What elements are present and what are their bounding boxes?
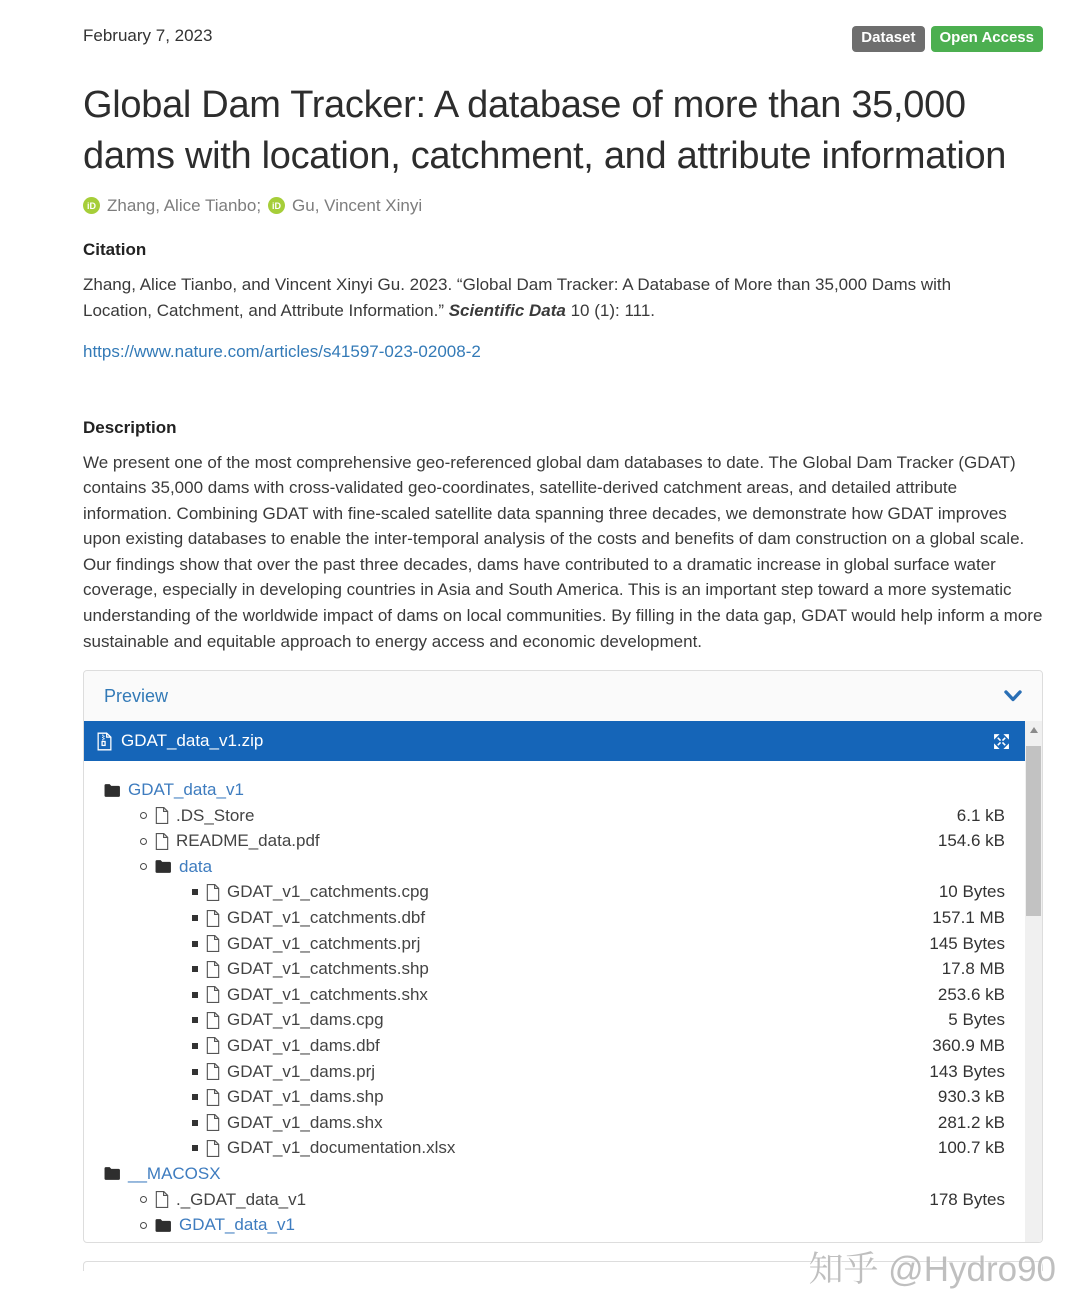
- folder-name[interactable]: GDAT_data_v1: [128, 780, 244, 800]
- description-text: We present one of the most comprehensive geo-referenced global dam databases to date. The Global Dam Tracker (GDAT) contains 35,000 dams with cross-validated geo-coordinates, satellite-derived catchment areas, and detailed attribute information. Combining GDAT with fine-scaled satellite data spanning three decades, we demonstrate how GDAT improves upon existing databases to enable the inter-temporal analysis of the costs and benefits of dam construction on a global scale. Our findings show that over the past three decades, dams have contributed to a dramatic increase in global surface water coverage, especially in developing countries in Asia and South America. This is an important step toward a more systematic understanding of the worldwide impact of dams on local communities. By filling in the data gap, GDAT would help inform a more sustainable and equitable approach to energy access and economic development.: [83, 452, 1043, 651]
- zip-file-header: [84, 721, 1025, 761]
- tree-row: [84, 1110, 1025, 1136]
- scrollbar-up-arrow[interactable]: [1025, 721, 1042, 739]
- file-size: 930.3 kB: [937, 1087, 1005, 1107]
- author-name: Gu, Vincent Xinyi: [292, 195, 423, 215]
- scrollbar-thumb[interactable]: [1026, 746, 1041, 916]
- file-icon: [206, 1037, 220, 1054]
- file-size: 281.2 kB: [937, 1112, 1005, 1132]
- tree-row: [84, 931, 1025, 957]
- citation-text: [83, 272, 1003, 324]
- file-icon: [206, 986, 220, 1003]
- file-icon: [206, 1140, 220, 1157]
- tree-row: [84, 905, 1025, 931]
- file-name: GDAT_v1_catchments.dbf: [227, 908, 426, 928]
- file-name: GDAT_v1_catchments.shp: [227, 959, 429, 979]
- citation-heading: Citation: [83, 239, 147, 259]
- citation-text-after: 10 (1): 111.: [565, 300, 656, 320]
- citation-text-before: Zhang, Alice Tianbo, and Vincent Xinyi Gu. 2023. “Global Dam Tracker: A Database of More than 35,000 Dams with Location, Catchment, and Attribute Information.”: [83, 274, 952, 320]
- circle-bullet: [140, 812, 147, 819]
- file-icon: [206, 910, 220, 927]
- folder-icon: [104, 783, 121, 798]
- square-bullet: [192, 941, 198, 947]
- file-icon: [206, 1114, 220, 1131]
- top-row: [83, 26, 1043, 52]
- tree-row: [84, 1161, 1025, 1187]
- tree-row: [84, 1187, 1025, 1213]
- file-name: GDAT_v1_dams.cpg: [227, 1010, 384, 1030]
- file-size: 145 Bytes: [929, 933, 1005, 953]
- journal-name: Scientific Data: [448, 300, 566, 320]
- publish-date: February 7, 2023: [83, 26, 213, 45]
- square-bullet: [192, 1094, 198, 1100]
- file-name: GDAT_v1_documentation.xlsx: [227, 1138, 456, 1158]
- file-size: 10 Bytes: [938, 882, 1005, 902]
- file-size: 360.9 MB: [932, 1035, 1005, 1055]
- article-link[interactable]: https://www.nature.com/articles/s41597-023-02008-2: [83, 341, 481, 361]
- file-icon: [206, 1089, 220, 1106]
- folder-name[interactable]: data: [179, 856, 213, 876]
- square-bullet: [192, 915, 198, 921]
- file-size: 178 Bytes: [929, 1189, 1005, 1209]
- square-bullet: [192, 966, 198, 972]
- author-list: [83, 196, 1043, 216]
- tree-row: [84, 982, 1025, 1008]
- file-name: ._GDAT_data_v1: [176, 1189, 307, 1209]
- file-icon: [206, 1012, 220, 1029]
- circle-bullet: [140, 863, 147, 870]
- file-name: GDAT_v1_catchments.prj: [227, 933, 421, 953]
- tree-row: [84, 1008, 1025, 1034]
- preview-accordion-toggle[interactable]: [84, 671, 1042, 721]
- orcid-icon: iD: [83, 197, 100, 214]
- orcid-icon: iD: [268, 197, 285, 214]
- tree-row: [84, 777, 1025, 803]
- folder-icon: [155, 1218, 172, 1233]
- preview-heading: Preview: [104, 685, 169, 706]
- watermark: 知乎 @Hydro90: [808, 1250, 1056, 1289]
- preview-panel: [83, 670, 1043, 1243]
- open-access-badge: Open Access: [931, 26, 1044, 52]
- file-icon: [206, 1063, 220, 1080]
- tree-row: [84, 956, 1025, 982]
- square-bullet: [192, 1145, 198, 1151]
- up-triangle-icon: [1030, 727, 1038, 733]
- file-icon: [155, 807, 169, 824]
- file-icon: [206, 961, 220, 978]
- scrollbar-track[interactable]: [1025, 721, 1042, 1242]
- file-size: 6.1 kB: [956, 805, 1005, 825]
- file-name: GDAT_v1_catchments.cpg: [227, 882, 429, 902]
- file-name: GDAT_v1_dams.shx: [227, 1112, 383, 1132]
- file-icon: [206, 884, 220, 901]
- tree-row: [84, 1212, 1025, 1238]
- file-tree: [84, 761, 1025, 1238]
- author-name: Zhang, Alice Tianbo;: [107, 195, 262, 215]
- folder-icon: [155, 859, 172, 874]
- tree-row: [84, 828, 1025, 854]
- tree-row: [84, 1136, 1025, 1162]
- circle-bullet: [140, 838, 147, 845]
- dataset-badge: Dataset: [852, 26, 924, 52]
- tree-row: [84, 803, 1025, 829]
- file-size: 154.6 kB: [937, 831, 1005, 851]
- tree-row: [84, 854, 1025, 880]
- folder-name[interactable]: GDAT_data_v1: [179, 1215, 295, 1235]
- file-size: 143 Bytes: [929, 1061, 1005, 1081]
- square-bullet: [192, 1069, 198, 1075]
- file-name: README_data.pdf: [176, 831, 320, 851]
- square-bullet: [192, 889, 198, 895]
- preview-body: [84, 721, 1042, 1242]
- tree-row: [84, 1033, 1025, 1059]
- badge-group: [852, 26, 1043, 52]
- file-name: GDAT_v1_dams.dbf: [227, 1035, 380, 1055]
- chevron-down-icon[interactable]: [1004, 690, 1022, 702]
- file-size: 5 Bytes: [948, 1010, 1005, 1030]
- file-name: GDAT_v1_dams.shp: [227, 1087, 384, 1107]
- file-name: .DS_Store: [176, 805, 255, 825]
- zip-file-name: GDAT_data_v1.zip: [121, 731, 264, 751]
- file-icon: [206, 935, 220, 952]
- file-size: 253.6 kB: [937, 984, 1005, 1004]
- file-size: 157.1 MB: [932, 908, 1005, 928]
- expand-icon[interactable]: [991, 731, 1012, 752]
- file-size: 100.7 kB: [937, 1138, 1005, 1158]
- file-size: 17.8 MB: [941, 959, 1005, 979]
- file-name: GDAT_v1_dams.prj: [227, 1061, 376, 1081]
- square-bullet: [192, 1043, 198, 1049]
- page-title: Global Dam Tracker: A database of more than 35,000 dams with location, catchment, and attribute information: [83, 83, 1007, 177]
- square-bullet: [192, 1017, 198, 1023]
- circle-bullet: [140, 1196, 147, 1203]
- next-accordion-panel[interactable]: [83, 1261, 1043, 1271]
- folder-icon: [104, 1166, 121, 1181]
- file-icon: [155, 1191, 169, 1208]
- zip-file-icon: [97, 732, 112, 751]
- circle-bullet: [140, 1222, 147, 1229]
- description-heading: Description: [83, 417, 177, 437]
- square-bullet: [192, 1120, 198, 1126]
- tree-row: [84, 1084, 1025, 1110]
- square-bullet: [192, 992, 198, 998]
- file-icon: [155, 833, 169, 850]
- file-name: GDAT_v1_catchments.shx: [227, 984, 428, 1004]
- folder-name[interactable]: __MACOSX: [128, 1163, 221, 1183]
- tree-row: [84, 1059, 1025, 1085]
- tree-row: [84, 880, 1025, 906]
